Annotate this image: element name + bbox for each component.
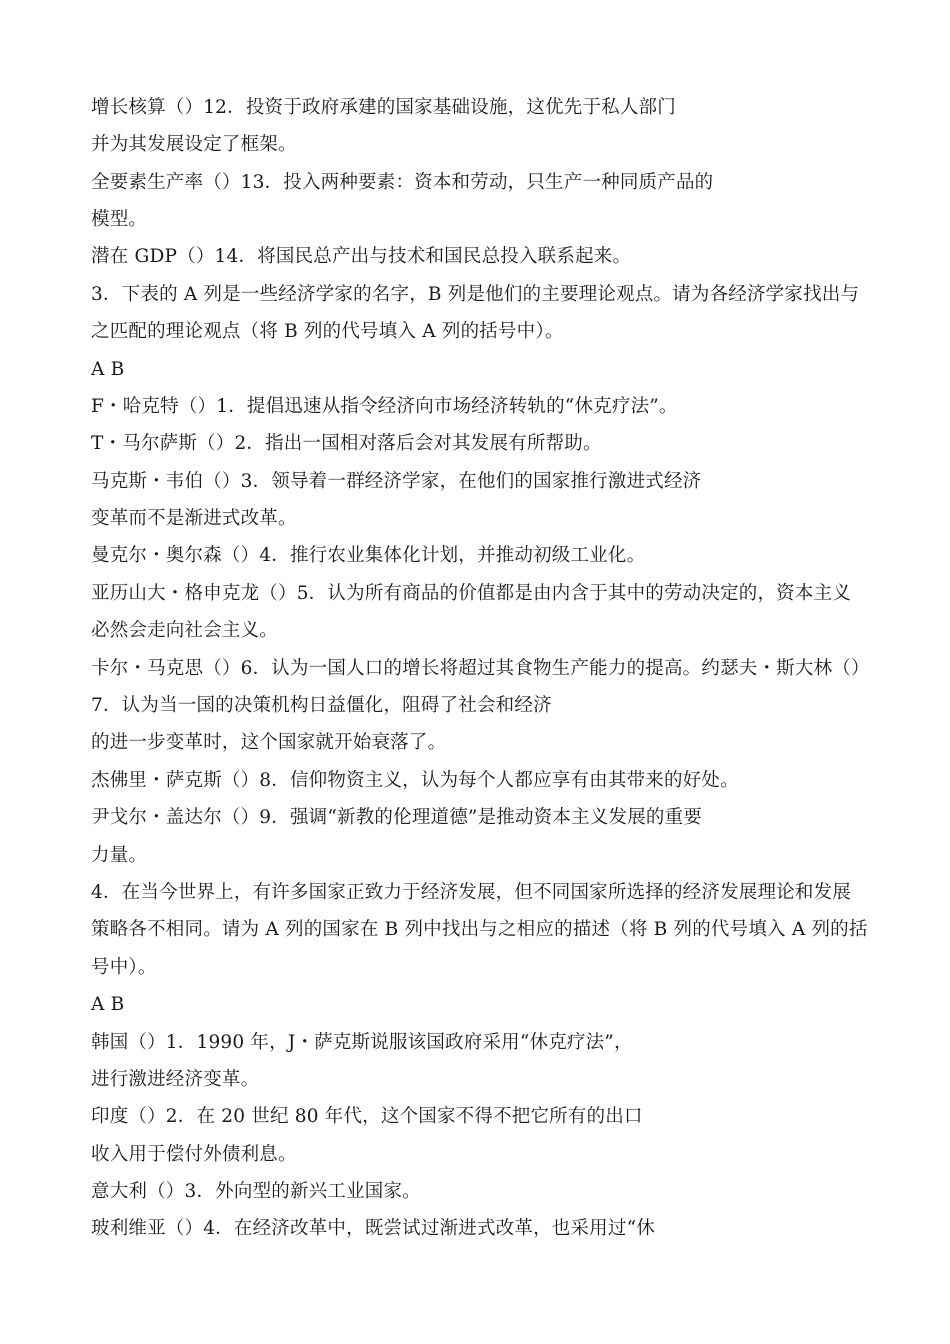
text-line: 曼克尔・奥尔森（）4．推行农业集体化计划，并推动初级工业化。 — [91, 545, 646, 566]
text-line: 必然会走向社会主义。 — [91, 620, 279, 641]
text-line: 卡尔・马克思（）6．认为一国人口的增长将超过其食物生产能力的提高。约瑟夫・斯大林（） — [91, 658, 870, 679]
text-line: 变革而不是渐进式改革。 — [91, 508, 297, 529]
text-line: 的进一步变革时，这个国家就开始衰落了。 — [91, 732, 447, 753]
text-line: 之匹配的理论观点（将 B 列的代号填入 A 列的括号中）。 — [91, 321, 564, 342]
text-line: 模型。 — [91, 209, 148, 230]
text-line: 亚历山大・格申克龙（）5．认为所有商品的价值都是由内含于其中的劳动决定的，资本主义 — [91, 583, 851, 604]
question-4-line: 4．在当今世界上，有许多国家正致力于经济发展，但不同国家所选择的经济发展理论和发展 — [91, 882, 851, 903]
text-line: 增长核算（）12．投资于政府承建的国家基础设施，这优先于私人部门 — [91, 97, 676, 118]
text-line: 全要素生产率（）13．投入两种要素：资本和劳动，只生产一种同质产品的 — [91, 172, 714, 193]
text-line: 玻利维亚（）4．在经济改革中，既尝试过渐进式改革，也采用过“休 — [91, 1218, 655, 1239]
column-header: A B — [91, 994, 125, 1015]
text-line: 并为其发展设定了框架。 — [91, 134, 297, 155]
column-header: A B — [91, 359, 125, 380]
text-line: 印度（）2．在 20 世纪 80 年代，这个国家不得不把它所有的出口 — [91, 1106, 643, 1127]
text-line: 进行激进经济变革。 — [91, 1069, 260, 1090]
text-line: 7．认为当一国的决策机构日益僵化，阻碍了社会和经济 — [91, 695, 552, 716]
text-line: F・哈克特（）1．提倡迅速从指令经济向市场经济转轨的“休克疗法”。 — [91, 396, 678, 417]
text-line: 杰佛里・萨克斯（）8．信仰物资主义，认为每个人都应享有由其带来的好处。 — [91, 770, 739, 791]
text-line: 马克斯・韦伯（）3．领导着一群经济学家，在他们的国家推行激进式经济 — [91, 471, 702, 492]
text-line: 力量。 — [91, 845, 148, 866]
text-line: T・马尔萨斯（）2．指出一国相对落后会对其发展有所帮助。 — [91, 433, 602, 454]
text-line: 韩国（）1．1990 年，J・萨克斯说服该国政府采用“休克疗法”， — [91, 1032, 633, 1053]
text-line: 策略各不相同。请为 A 列的国家在 B 列中找出与之相应的描述（将 B 列的代号填入 A 列的括 — [91, 919, 868, 940]
text-line: 意大利（）3．外向型的新兴工业国家。 — [91, 1181, 421, 1202]
question-3-line: 3．下表的 A 列是一些经济学家的名字，B 列是他们的主要理论观点。请为各经济学家找出与 — [91, 284, 860, 305]
text-line: 尹戈尔・盖达尔（）9．强调“新教的伦理道德”是推动资本主义发展的重要 — [91, 807, 702, 828]
text-line: 收入用于偿付外债利息。 — [91, 1144, 297, 1165]
text-line: 号中）。 — [91, 957, 157, 978]
text-line: 潜在 GDP（）14．将国民总产出与技术和国民总投入联系起来。 — [91, 246, 632, 267]
